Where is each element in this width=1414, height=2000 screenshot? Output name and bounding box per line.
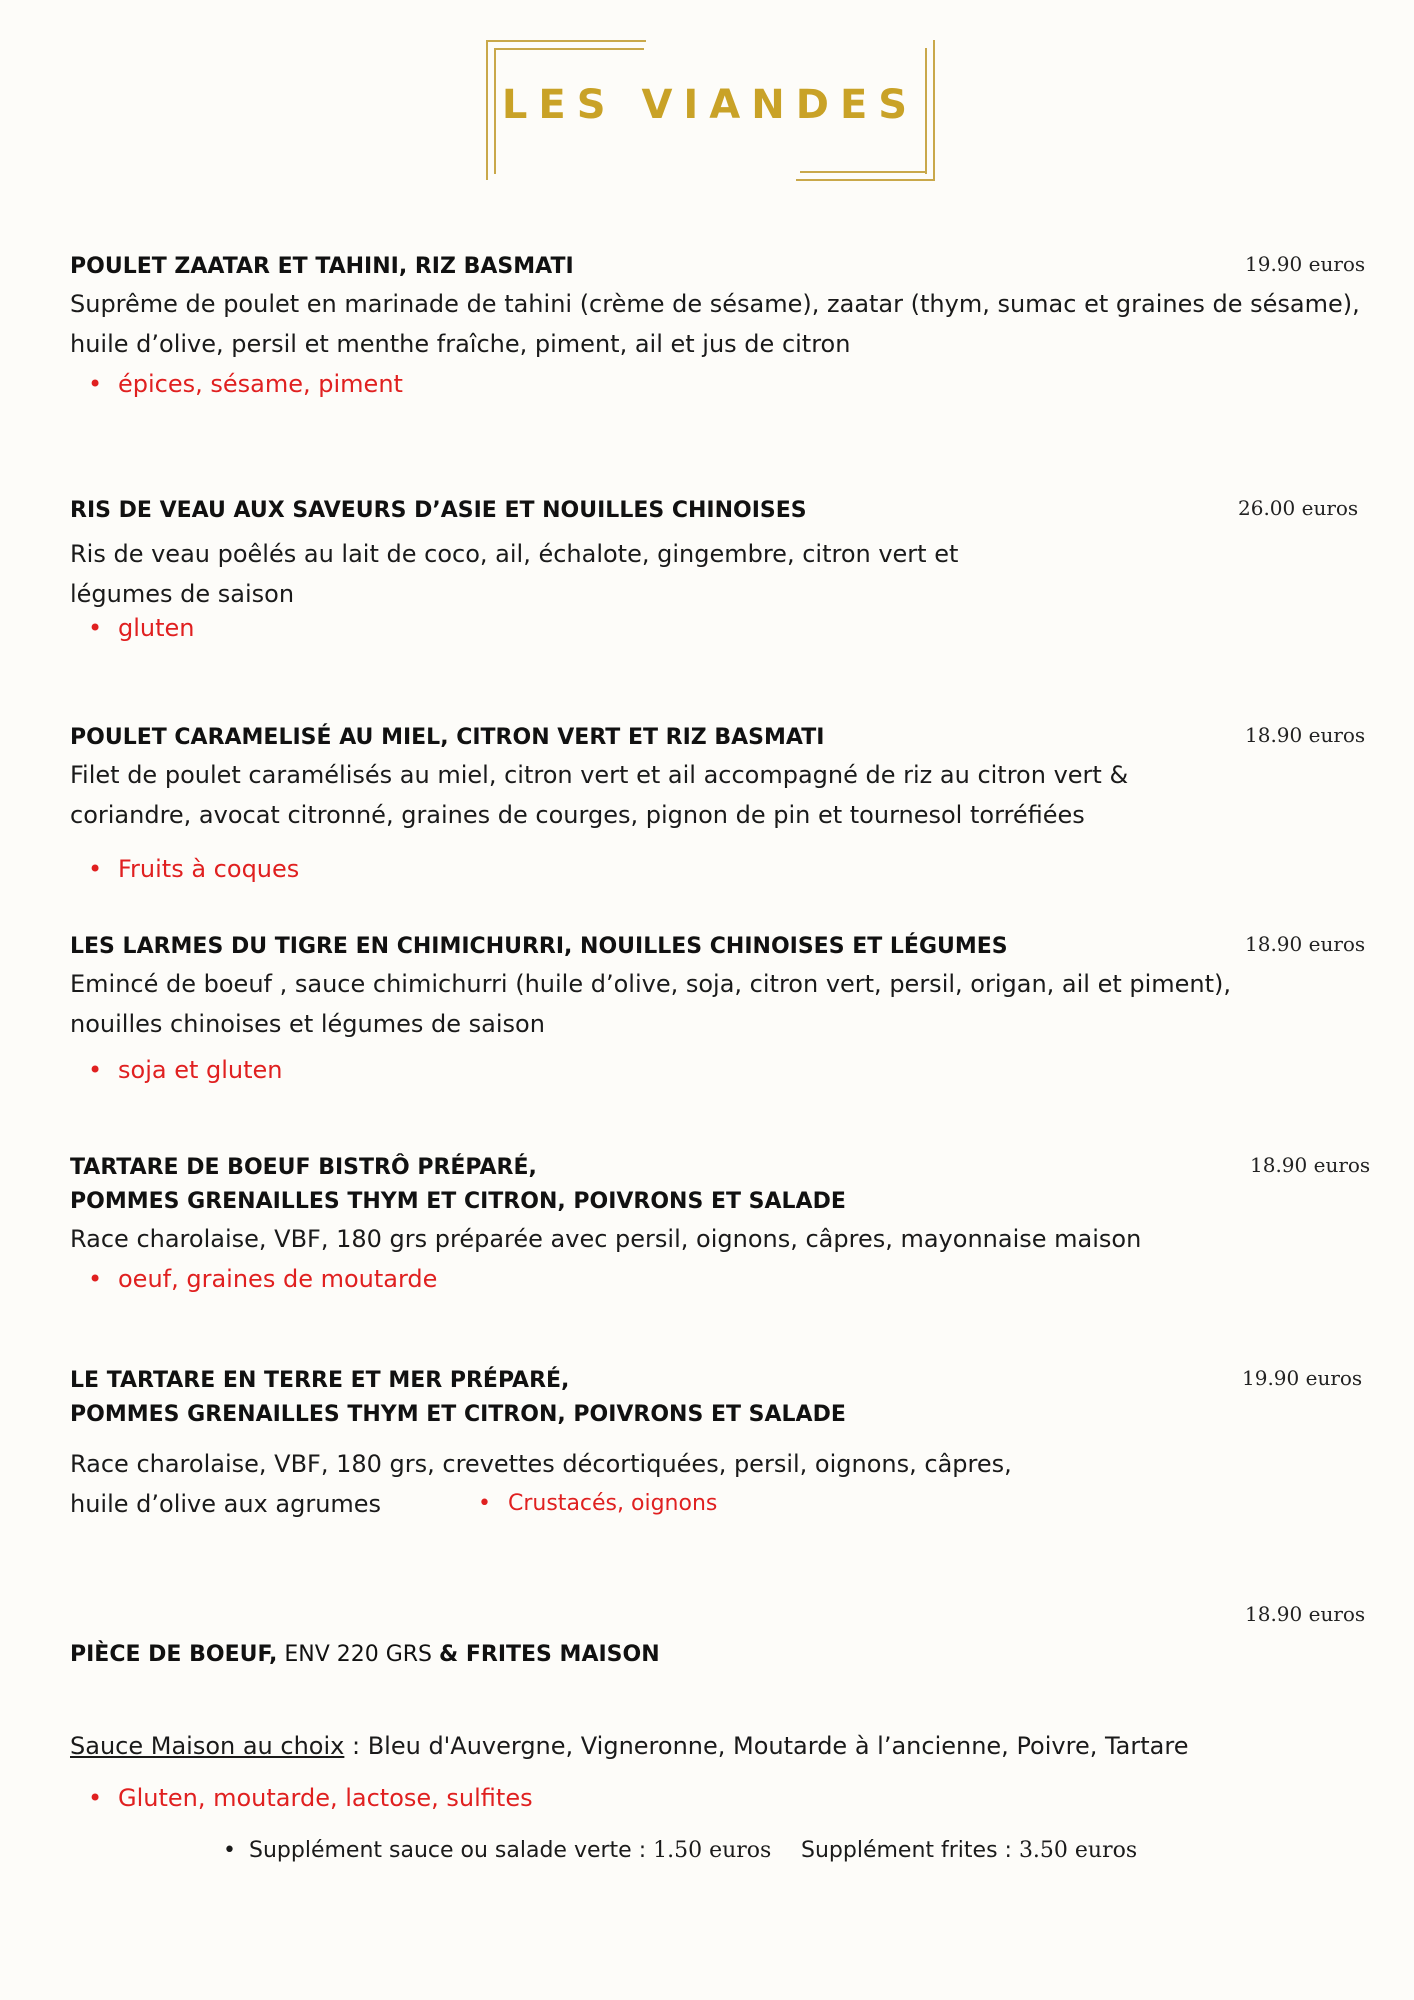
item-name: RIS DE VEAU AUX SAVEURS D’ASIE ET NOUILLES CHINOISES: [70, 498, 807, 523]
supplement-sauce-price: 1.50 euros: [653, 1838, 772, 1863]
page-title: LES VIANDES: [501, 82, 919, 128]
item-name: LES LARMES DU TIGRE EN CHIMICHURRI, NOUILLES CHINOISES ET LÉGUMES: [70, 934, 1008, 959]
item-name: [70, 1604, 1360, 1672]
item-description: Race charolaise, VBF, 180 grs préparée avec persil, oignons, câpres, mayonnaise maison: [70, 1225, 1142, 1253]
menu-item: [70, 1602, 1366, 1818]
item-price: 19.90 euros: [1245, 252, 1366, 276]
item-allergens: • Crustacés, oignons: [460, 1484, 717, 1524]
sauce-options: : Bleu d'Auvergne, Vigneronne, Moutarde à l’ancienne, Poivre, Tartare: [344, 1732, 1189, 1760]
item-description: Filet de poulet caramélisés au miel, citron vert et ail accompagné de riz au citron vert & coriandre, avocat citronné, graines de courges, pignon de pin et tournesol torréfiées: [70, 761, 1129, 829]
item-allergens: • épices, sésame, piment: [70, 364, 1360, 404]
item-price: 26.00 euros: [1238, 496, 1359, 520]
header: [0, 0, 1414, 200]
supplement-fries: [801, 1838, 1137, 1863]
menu-item: [70, 721, 1366, 889]
frame-line: [494, 48, 496, 174]
item-price: 18.90 euros: [1245, 723, 1366, 747]
sauce-label: Sauce Maison au choix: [70, 1732, 345, 1760]
item-description: huile d’olive aux agrumes: [70, 1490, 382, 1518]
supplement-sauce-label: Supplément sauce ou salade verte :: [249, 1838, 654, 1863]
frame-line: [800, 171, 927, 173]
supplement-fries-price: 3.50 euros: [1018, 1838, 1138, 1863]
supplement-fries-label: Supplément frites :: [801, 1838, 1019, 1863]
frame-line: [486, 40, 488, 180]
item-name-part: ENV 220 GRS: [277, 1642, 440, 1667]
item-description: Suprême de poulet en marinade de tahini (crème de sésame), zaatar (thym, sumac et graines de sésame), huile d’olive, persil et menthe fraîche, piment, ail et jus de citron: [70, 290, 1360, 358]
frame-line: [796, 179, 935, 181]
item-allergens: • oeuf, graines de moutarde: [70, 1259, 1360, 1299]
item-description: [70, 1686, 1360, 1766]
item-name: POULET ZAATAR ET TAHINI, RIZ BASMATI: [70, 254, 574, 279]
item-name: TARTARE DE BOEUF BISTRÔ PRÉPARÉ, POMMES GRENAILLES THYM ET CITRON, POIVRONS ET SALADE: [70, 1155, 846, 1214]
item-name-part: & FRITES MAISON: [439, 1642, 660, 1667]
item-allergens: • Gluten, moutarde, lactose, sulfites: [70, 1778, 1360, 1818]
item-allergens: • soja et gluten: [70, 1050, 1360, 1090]
item-allergens: • gluten: [70, 608, 1360, 648]
menu-item: [70, 250, 1366, 404]
item-description: Emincé de boeuf , sauce chimichurri (huile d’olive, soja, citron vert, persil, origan, ail et piment), nouilles chinoises et légumes de saison: [70, 970, 1232, 1038]
item-description: Race charolaise, VBF, 180 grs, crevettes décortiquées, persil, oignons, câpres,: [70, 1450, 1012, 1478]
frame-line: [925, 48, 927, 174]
item-price: 18.90 euros: [1245, 1602, 1366, 1626]
menu-item: [70, 1151, 1371, 1299]
item-name: LE TARTARE EN TERRE ET MER PRÉPARÉ, POMMES GRENAILLES THYM ET CITRON, POIVRONS ET SALADE: [70, 1368, 846, 1427]
item-name: POULET CARAMELISÉ AU MIEL, CITRON VERT ET RIZ BASMATI: [70, 725, 825, 750]
item-price: 18.90 euros: [1250, 1153, 1371, 1177]
frame-line: [494, 48, 644, 50]
frame-line: [486, 40, 646, 42]
item-description: Ris de veau poêlés au lait de coco, ail, échalote, gingembre, citron vert et légumes de saison: [70, 540, 959, 608]
bullet-icon: •: [223, 1838, 236, 1863]
item-name-part: PIÈCE DE BOEUF,: [70, 1642, 278, 1667]
frame-line: [933, 40, 935, 180]
item-price: 19.90 euros: [1242, 1366, 1363, 1390]
supplement-sauce: [223, 1838, 772, 1863]
item-price: 18.90 euros: [1245, 932, 1366, 956]
menu-item: [70, 930, 1366, 1090]
item-allergens: • Fruits à coques: [70, 849, 1360, 889]
menu-item: [70, 1364, 1363, 1524]
menu-item: [70, 494, 1360, 648]
item-last-line: [70, 1484, 1360, 1524]
